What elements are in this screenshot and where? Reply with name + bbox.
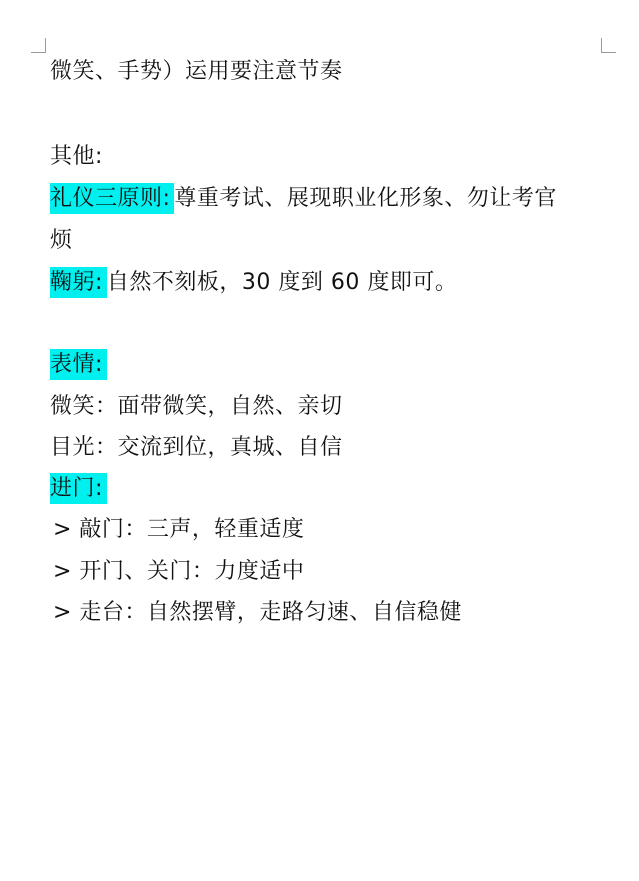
bow-line [50,263,457,303]
highlight-label-bow: 鞠躬: [50,267,107,298]
section-heading-other: 其他: [50,144,103,169]
highlight-label-etiquette: 礼仪三原则: [50,183,174,214]
page-corner-mark-top-left [31,38,46,53]
expression-heading-line [50,345,107,385]
entering-heading-line [50,469,107,509]
etiquette-principles-line [50,179,557,219]
bow-text: 自然不刻板，30 度到 60 度即可。 [106,270,458,295]
door-line: > 开门、关门：力度适中 [53,559,305,584]
etiquette-principles-text: 尊重考试、展现职业化形象、勿让考官 [174,186,557,211]
eye-contact-line: 目光：交流到位，真城、自信 [50,435,343,460]
knock-line: > 敲门：三声，轻重适度 [53,517,305,542]
text-line-gesture-rhythm: 微笑、手势）运用要注意节奏 [50,59,343,84]
page-corner-mark-top-right [601,38,616,53]
smile-line: 微笑：面带微笑，自然、亲切 [50,394,343,419]
etiquette-principles-continuation: 烦 [50,228,73,253]
walk-line: > 走台：自然摆臂，走路匀速、自信稳健 [53,600,462,625]
highlight-label-expression: 表情: [50,349,107,380]
highlight-label-entering: 进门: [50,473,107,504]
